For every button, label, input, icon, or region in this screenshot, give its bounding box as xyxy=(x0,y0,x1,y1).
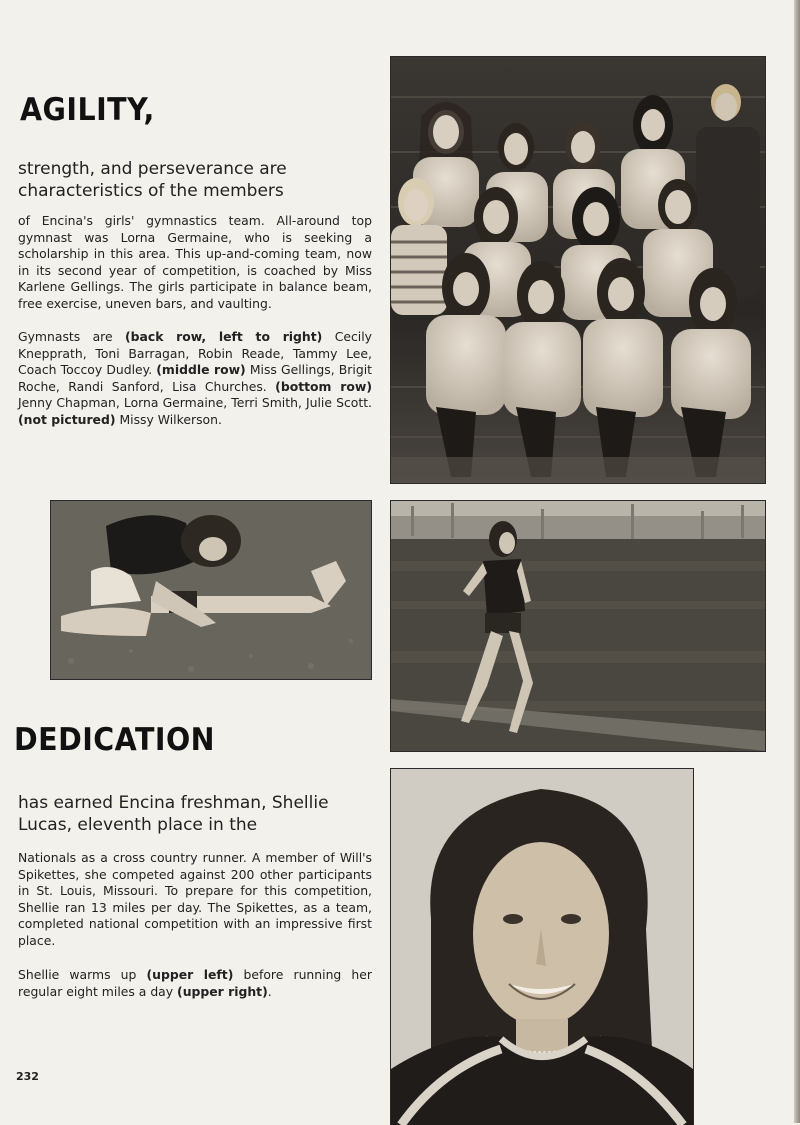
caption-back-row-names: Cecily Knepprath, Toni Barragan, Robin Reade, Tammy Lee, Coach Toccoy Dudley. xyxy=(18,329,372,378)
running-photos-caption xyxy=(18,967,372,1000)
caption-upper-left-label: (upper left) xyxy=(146,967,234,982)
caption-part1: Shellie warms up xyxy=(18,967,147,982)
caption-bottom-row-label: (bottom row) xyxy=(275,378,372,394)
caption-not-pictured-names: Missy Wilkerson. xyxy=(115,411,222,427)
caption-middle-row-label: (middle row) xyxy=(156,362,246,378)
caption-middle-row-names: Miss Gellings, Brigit Roche, Randi Sanford, Lisa Churches. xyxy=(18,362,372,394)
agility-body-text: of Encina's girls' gymnastics team. All-around top gymnast was Lorna Germaine, who is seeking a scholarship in this area. This up-and-coming team, now in its second year of competition, is coached by Miss Karlene Gellings. The girls participate in balance beam, free exercise, uneven bars, and vaulting. xyxy=(18,213,372,311)
agility-headline: AGILITY, xyxy=(20,92,155,128)
agility-lead-text: strength, and perseverance are characteristics of the members xyxy=(18,159,287,201)
stretching-runner-photo xyxy=(50,500,372,680)
dedication-lead-text: has earned Encina freshman, Shellie Lucas, eleventh place in the xyxy=(18,793,329,835)
page-edge-shadow xyxy=(794,0,800,1123)
caption-intro: Gymnasts are xyxy=(18,329,125,344)
cross-country-runner-photo xyxy=(390,500,766,752)
caption-upper-right-label: (upper right) xyxy=(177,983,268,999)
caption-part2: before running her regular eight miles a day xyxy=(18,967,372,999)
caption-not-pictured-label: (not pictured) xyxy=(18,411,116,427)
caption-part3: . xyxy=(267,983,272,999)
dedication-body-text: Nationals as a cross country runner. A member of Will's Spikettes, she competed against 200 other participants in St. Louis, Missouri. To prepare for this competition, Shellie ran 13 miles per day. The Spikettes, as a team, completed national competition with an impressive first place. xyxy=(18,850,372,948)
gymnastics-team-photo xyxy=(390,56,766,484)
caption-back-row-label: (back row, left to right) xyxy=(124,329,323,344)
dedication-headline: DEDICATION xyxy=(14,722,216,758)
caption-bottom-row-names: Jenny Chapman, Lorna Germaine, Terri Smith, Julie Scott. xyxy=(18,395,372,411)
team-photo-caption xyxy=(18,329,372,429)
page-number: 232 xyxy=(16,1070,39,1083)
shellie-portrait-photo xyxy=(390,768,694,1125)
